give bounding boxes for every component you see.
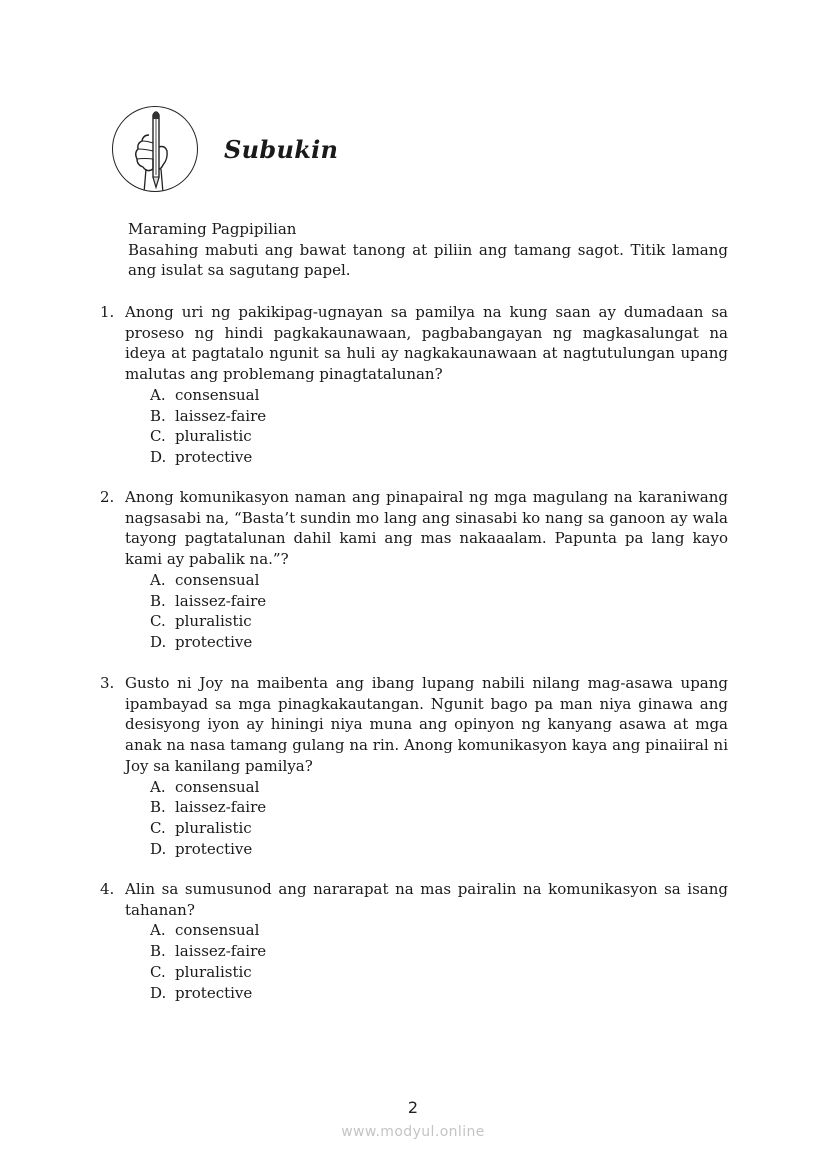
hand-holding-pencil-icon (112, 106, 198, 192)
choice-d (150, 983, 728, 1004)
choice-letter: C. (150, 427, 166, 446)
choice-letter: B. (150, 798, 166, 817)
choice-letter: D. (150, 983, 167, 1002)
question-3 (100, 673, 728, 859)
watermark: www.modyul.online (341, 1124, 485, 1140)
choice-c (150, 818, 728, 839)
choice-text: laissez-faire (175, 591, 267, 610)
question-text: Alin sa sumusunod ang nararapat na mas pairalin na komunikasyon sa isang tahanan? (125, 880, 728, 919)
choice-text: laissez-faire (175, 798, 267, 817)
choice-letter: D. (150, 632, 167, 651)
choice-text: consensual (175, 777, 260, 796)
choice-list (150, 385, 728, 468)
choice-letter: C. (150, 612, 166, 631)
choice-text: protective (175, 447, 253, 466)
question-text: Anong komunikasyon naman ang pinapairal ng mga magulang na karaniwang nagsasabi na, “Basta’t sundin mo lang ang sinasabi ko nang sa ganoon ay wala tayong pagtatalunan dahil kami ang mas nakaaalam. Papunta pa lang kayo kami ay pabalik na.”? (125, 488, 728, 569)
choice-text: consensual (175, 570, 260, 589)
instructions-text: Basahing mabuti ang bawat tanong at piliin ang tamang sagot. Titik lamang ang isulat sa sagutang papel. (128, 240, 728, 280)
choice-text: laissez-faire (175, 406, 267, 425)
question-number: 4. (100, 880, 115, 898)
choice-b (150, 797, 728, 818)
choice-text: laissez-faire (175, 942, 267, 961)
choice-text: pluralistic (175, 818, 252, 837)
choice-letter: B. (150, 591, 166, 610)
choice-d (150, 839, 728, 860)
choice-letter: A. (150, 921, 166, 940)
instructions-heading: Maraming Pagpipilian (128, 220, 297, 238)
choice-a (150, 385, 728, 406)
question-text: Gusto ni Joy na maibenta ang ibang lupang nabili nilang mag-asawa upang ipambayad sa mga pinagkakautangan. Ngunit bago pa man niya ginawa ang desisyong iyon ay hiningi niya muna ang opinyon ng kanyang asawa at mga anak na nasa tamang gulang na rin. Anong komunikasyon kaya ang pinaiiral ni Joy sa kanilang pamilya? (125, 674, 728, 775)
choice-d (150, 632, 728, 653)
choice-list (150, 920, 728, 1003)
choice-letter: A. (150, 385, 166, 404)
choice-list (150, 570, 728, 653)
choice-a (150, 920, 728, 941)
choice-text: protective (175, 983, 253, 1002)
choice-text: consensual (175, 385, 260, 404)
choice-text: pluralistic (175, 612, 252, 631)
choice-letter: A. (150, 570, 166, 589)
choice-b (150, 406, 728, 427)
choice-text: pluralistic (175, 962, 252, 981)
instructions (128, 219, 728, 281)
choice-d (150, 447, 728, 468)
choice-letter: B. (150, 406, 166, 425)
choice-text: protective (175, 632, 253, 651)
question-text: Anong uri ng pakikipag-ugnayan sa pamilya na kung saan ay dumadaan sa proseso ng hindi pagkakaunawaan, pagbabangayan ng magkasalungat na ideya at pagtatalo ngunit sa huli ay nagkakaunawaan at nagtutulungan upang malutas ang problemang pinagtatalunan? (125, 303, 728, 384)
question-number: 3. (100, 674, 115, 692)
choice-letter: D. (150, 447, 167, 466)
choice-letter: D. (150, 839, 167, 858)
question-1 (100, 302, 728, 468)
choice-text: consensual (175, 921, 260, 940)
choice-letter: B. (150, 942, 166, 961)
section-title: Subukin (224, 135, 339, 164)
page-number: 2 (407, 1098, 419, 1117)
choice-c (150, 611, 728, 632)
choice-c (150, 962, 728, 983)
question-4 (100, 879, 728, 1003)
choice-a (150, 777, 728, 798)
choice-b (150, 941, 728, 962)
choice-letter: C. (150, 962, 166, 981)
question-number: 2. (100, 488, 115, 506)
question-2 (100, 487, 728, 653)
choice-letter: A. (150, 777, 166, 796)
choice-letter: C. (150, 818, 166, 837)
choice-text: pluralistic (175, 427, 252, 446)
choice-a (150, 570, 728, 591)
choice-b (150, 591, 728, 612)
choice-list (150, 777, 728, 860)
choice-c (150, 426, 728, 447)
question-number: 1. (100, 303, 115, 321)
choice-text: protective (175, 839, 253, 858)
